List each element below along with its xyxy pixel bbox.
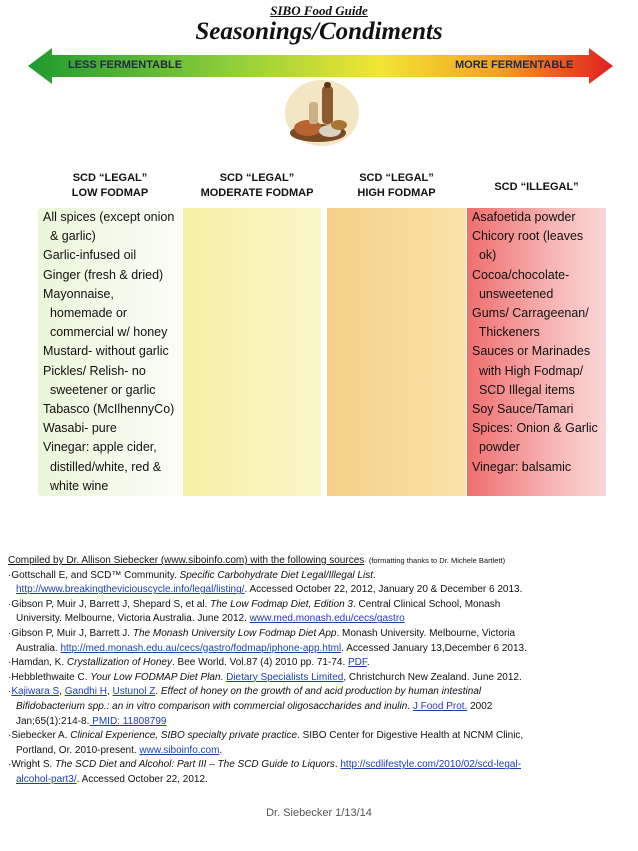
column-header-line: SCD “ILLEGAL” bbox=[494, 181, 579, 193]
ref-text: ·Gibson P, Muir J, Barrett J. bbox=[8, 627, 133, 639]
column-header-line: LOW FODMAP bbox=[71, 187, 149, 199]
column-header-line: SCD “LEGAL” bbox=[72, 172, 148, 184]
column-header-line: MODERATE FODMAP bbox=[200, 187, 314, 199]
ref-text: ·Gibson P, Muir J, Barrett J, Shepard S, et al. bbox=[8, 598, 211, 610]
ref-title: The SCD Diet and Alcohol: Part III – The SCD Guide to Liquors bbox=[55, 759, 335, 771]
column-header-line: HIGH FODMAP bbox=[357, 187, 436, 199]
food-item: Ginger (fresh & dried) bbox=[43, 267, 164, 282]
ref-text: 2002 bbox=[467, 700, 493, 712]
column-moderate-fodmap bbox=[183, 208, 321, 496]
ref-title: Specific Carbohydrate Diet Legal/Illegal List bbox=[179, 569, 373, 581]
ref-text: ·Gottschall E, and SCD™ Community. bbox=[8, 569, 180, 581]
ref-title: Clinical Experience, SIBO specialty private practice bbox=[70, 730, 298, 742]
food-item: sweetener or garlic bbox=[43, 382, 156, 397]
ref-text: ·Wright S. bbox=[8, 759, 56, 771]
ref-link[interactable]: PDF bbox=[348, 657, 367, 669]
food-item: distilled/white, red & bbox=[43, 459, 162, 474]
ref-link[interactable]: http://med.monash.edu.au/cecs/gastro/fodmap/iphone-app.html bbox=[60, 642, 342, 654]
food-item: Cocoa/chocolate- bbox=[472, 267, 570, 282]
food-item: Vinegar: balsamic bbox=[472, 459, 572, 474]
ref-link[interactable]: www.siboinfo.com bbox=[139, 744, 220, 756]
food-item: & garlic) bbox=[43, 229, 96, 244]
ref-title: Bifidobacterium spp.: an in vitro comparison with commercial oligosaccharides and inulin bbox=[16, 700, 408, 712]
food-item: unsweetened bbox=[472, 286, 554, 301]
ref-text: . Monash University. Melbourne, Victoria bbox=[336, 627, 516, 639]
reference-continuation bbox=[8, 773, 634, 788]
ref-title: Your Low FODMAP Diet Plan bbox=[90, 671, 221, 683]
food-item: commercial w/ honey bbox=[43, 325, 168, 340]
ref-title: The Monash University Low Fodmap Diet App bbox=[132, 627, 337, 639]
food-item: Wasabi- pure bbox=[43, 421, 117, 436]
reference-continuation bbox=[8, 642, 634, 657]
ref-text: ·Hamdan, K. bbox=[8, 657, 67, 669]
sources-heading: Compiled by Dr. Allison Siebecker (www.siboinfo.com) with the following sources bbox=[8, 555, 365, 566]
ref-text: . Accessed January 13,December 6 2013. bbox=[341, 642, 527, 654]
ref-text: University. Melbourne, Victoria Australia. June 2012. bbox=[16, 613, 250, 625]
food-item: with High Fodmap/ bbox=[472, 363, 584, 378]
food-item: Vinegar: apple cider, bbox=[43, 440, 157, 455]
reference-item bbox=[8, 627, 634, 642]
food-item: Garlic-infused oil bbox=[43, 248, 137, 263]
reference-continuation bbox=[8, 715, 634, 730]
column-header-high-fodmap bbox=[327, 171, 466, 201]
food-item: SCD Illegal items bbox=[472, 382, 575, 397]
ref-text: . bbox=[372, 569, 376, 581]
food-item: Thickeners bbox=[472, 325, 540, 340]
food-item: Gums/ Carrageenan/ bbox=[472, 306, 589, 321]
food-item: homemade or bbox=[43, 306, 128, 321]
sources-section bbox=[8, 554, 634, 788]
reference-item: ·Kajiwara S, Gandhi H, Ustunol Z. Effect of honey on the growth of and acid production by human intestinal bbox=[8, 686, 482, 698]
food-item: Spices: Onion & Garlic bbox=[472, 421, 598, 436]
food-item: Mustard- without garlic bbox=[43, 344, 169, 359]
sources-note: · (formatting thanks to Dr. Michele Bartlett) bbox=[364, 556, 506, 565]
reference-continuation bbox=[8, 612, 634, 627]
ref-text: . Bee World. Vol.87 (4) 2010 pp. 71-74. bbox=[171, 657, 349, 669]
column-header-low-fodmap bbox=[38, 171, 182, 201]
ref-text: . Accessed October 22, 2012. bbox=[76, 773, 208, 785]
food-item: Tabasco (McIlhennyCo) bbox=[43, 402, 175, 417]
reference-continuation bbox=[8, 700, 634, 715]
ref-author-link[interactable]: Kajiwara S bbox=[11, 686, 60, 698]
ref-text: . bbox=[334, 759, 341, 771]
column-header-moderate-fodmap bbox=[183, 171, 331, 201]
food-item: All spices (except onion bbox=[43, 210, 175, 224]
ref-text: . bbox=[219, 744, 223, 756]
ref-link[interactable]: alcohol-part3/ bbox=[16, 773, 77, 785]
column-header-illegal bbox=[467, 180, 606, 195]
ref-text: Jan;65(1):214-8. bbox=[16, 715, 90, 727]
ref-text: . bbox=[407, 700, 413, 712]
ref-text: Australia. bbox=[16, 642, 61, 654]
food-item: powder bbox=[472, 440, 520, 455]
food-item: Mayonnaise, bbox=[43, 286, 114, 301]
food-item: Pickles/ Relish- no bbox=[43, 363, 146, 378]
ref-text: . SIBO Center for Digestive Health at NCNM Clinic, bbox=[297, 730, 524, 742]
column-header-line: SCD “LEGAL” bbox=[219, 172, 295, 184]
ref-text: ·Hebblethwaite C. bbox=[8, 671, 91, 683]
reference-item bbox=[8, 598, 634, 613]
ref-text: , Christchurch New Zealand. June 2012. bbox=[343, 671, 522, 683]
ref-text: . bbox=[220, 671, 227, 683]
footer-author-date: Dr. Siebecker 1/13/14 bbox=[266, 807, 372, 819]
ref-link[interactable]: www.med.monash.edu/cecs/gastro bbox=[249, 613, 405, 625]
food-item: Sauces or Marinades bbox=[472, 344, 591, 359]
reference-continuation bbox=[8, 744, 634, 759]
illegal-list bbox=[472, 208, 598, 477]
less-fermentable-label: LESS FERMENTABLE bbox=[68, 59, 183, 71]
more-fermentable-label: MORE FERMENTABLE bbox=[455, 59, 574, 71]
reference-continuation bbox=[8, 583, 634, 598]
spice-illustration bbox=[282, 78, 362, 148]
ref-text: . bbox=[366, 657, 370, 669]
ref-title: Crystallization of Honey bbox=[66, 657, 172, 669]
ref-text: · bbox=[8, 686, 12, 698]
page-subtitle: Seasonings/Condiments bbox=[195, 18, 443, 45]
ref-link[interactable]: Dietary Specialists Limited bbox=[226, 671, 344, 683]
ref-text: . Central Clinical School, Monash bbox=[352, 598, 501, 610]
reference-item bbox=[8, 671, 634, 686]
ref-link[interactable]: J Food Prot. bbox=[412, 700, 468, 712]
reference-item bbox=[8, 569, 634, 584]
reference-item bbox=[8, 758, 634, 773]
ref-title: Effect of honey on the growth of and acid production by human intestinal bbox=[160, 686, 482, 698]
sources-heading-line bbox=[8, 554, 634, 569]
ref-author-link[interactable]: Ustunol Z bbox=[112, 686, 156, 698]
ref-title: The Low Fodmap Diet, Edition 3 bbox=[210, 598, 353, 610]
ref-link[interactable]: PMID: 11808799 bbox=[89, 715, 167, 727]
low-fodmap-list bbox=[43, 208, 174, 496]
ref-author-link[interactable]: Gandhi H bbox=[64, 686, 107, 698]
ref-text: ·Siebecker A. bbox=[8, 730, 71, 742]
food-item: white wine bbox=[43, 478, 109, 493]
reference-item bbox=[8, 729, 634, 744]
food-item: ok) bbox=[472, 248, 497, 263]
column-header-line: SCD “LEGAL” bbox=[359, 172, 434, 184]
column-high-fodmap bbox=[327, 208, 466, 496]
reference-item bbox=[8, 656, 634, 671]
food-item: Soy Sauce/Tamari bbox=[472, 402, 574, 417]
ref-link[interactable]: http://www.breakingtheviciouscycle.info/legal/listing/ bbox=[16, 584, 245, 596]
food-item: Asafoetida powder bbox=[472, 210, 576, 224]
ref-link[interactable]: http://scdlifestyle.com/2010/02/scd-legal- bbox=[340, 759, 522, 771]
ref-text: Portland, Or. 2010-present. bbox=[16, 744, 140, 756]
food-item: Chicory root (leaves bbox=[472, 229, 584, 244]
guide-title: SIBO Food Guide bbox=[270, 3, 368, 18]
ref-text: . Accessed October 22, 2012, January 20 & December 6 2013. bbox=[244, 584, 523, 596]
